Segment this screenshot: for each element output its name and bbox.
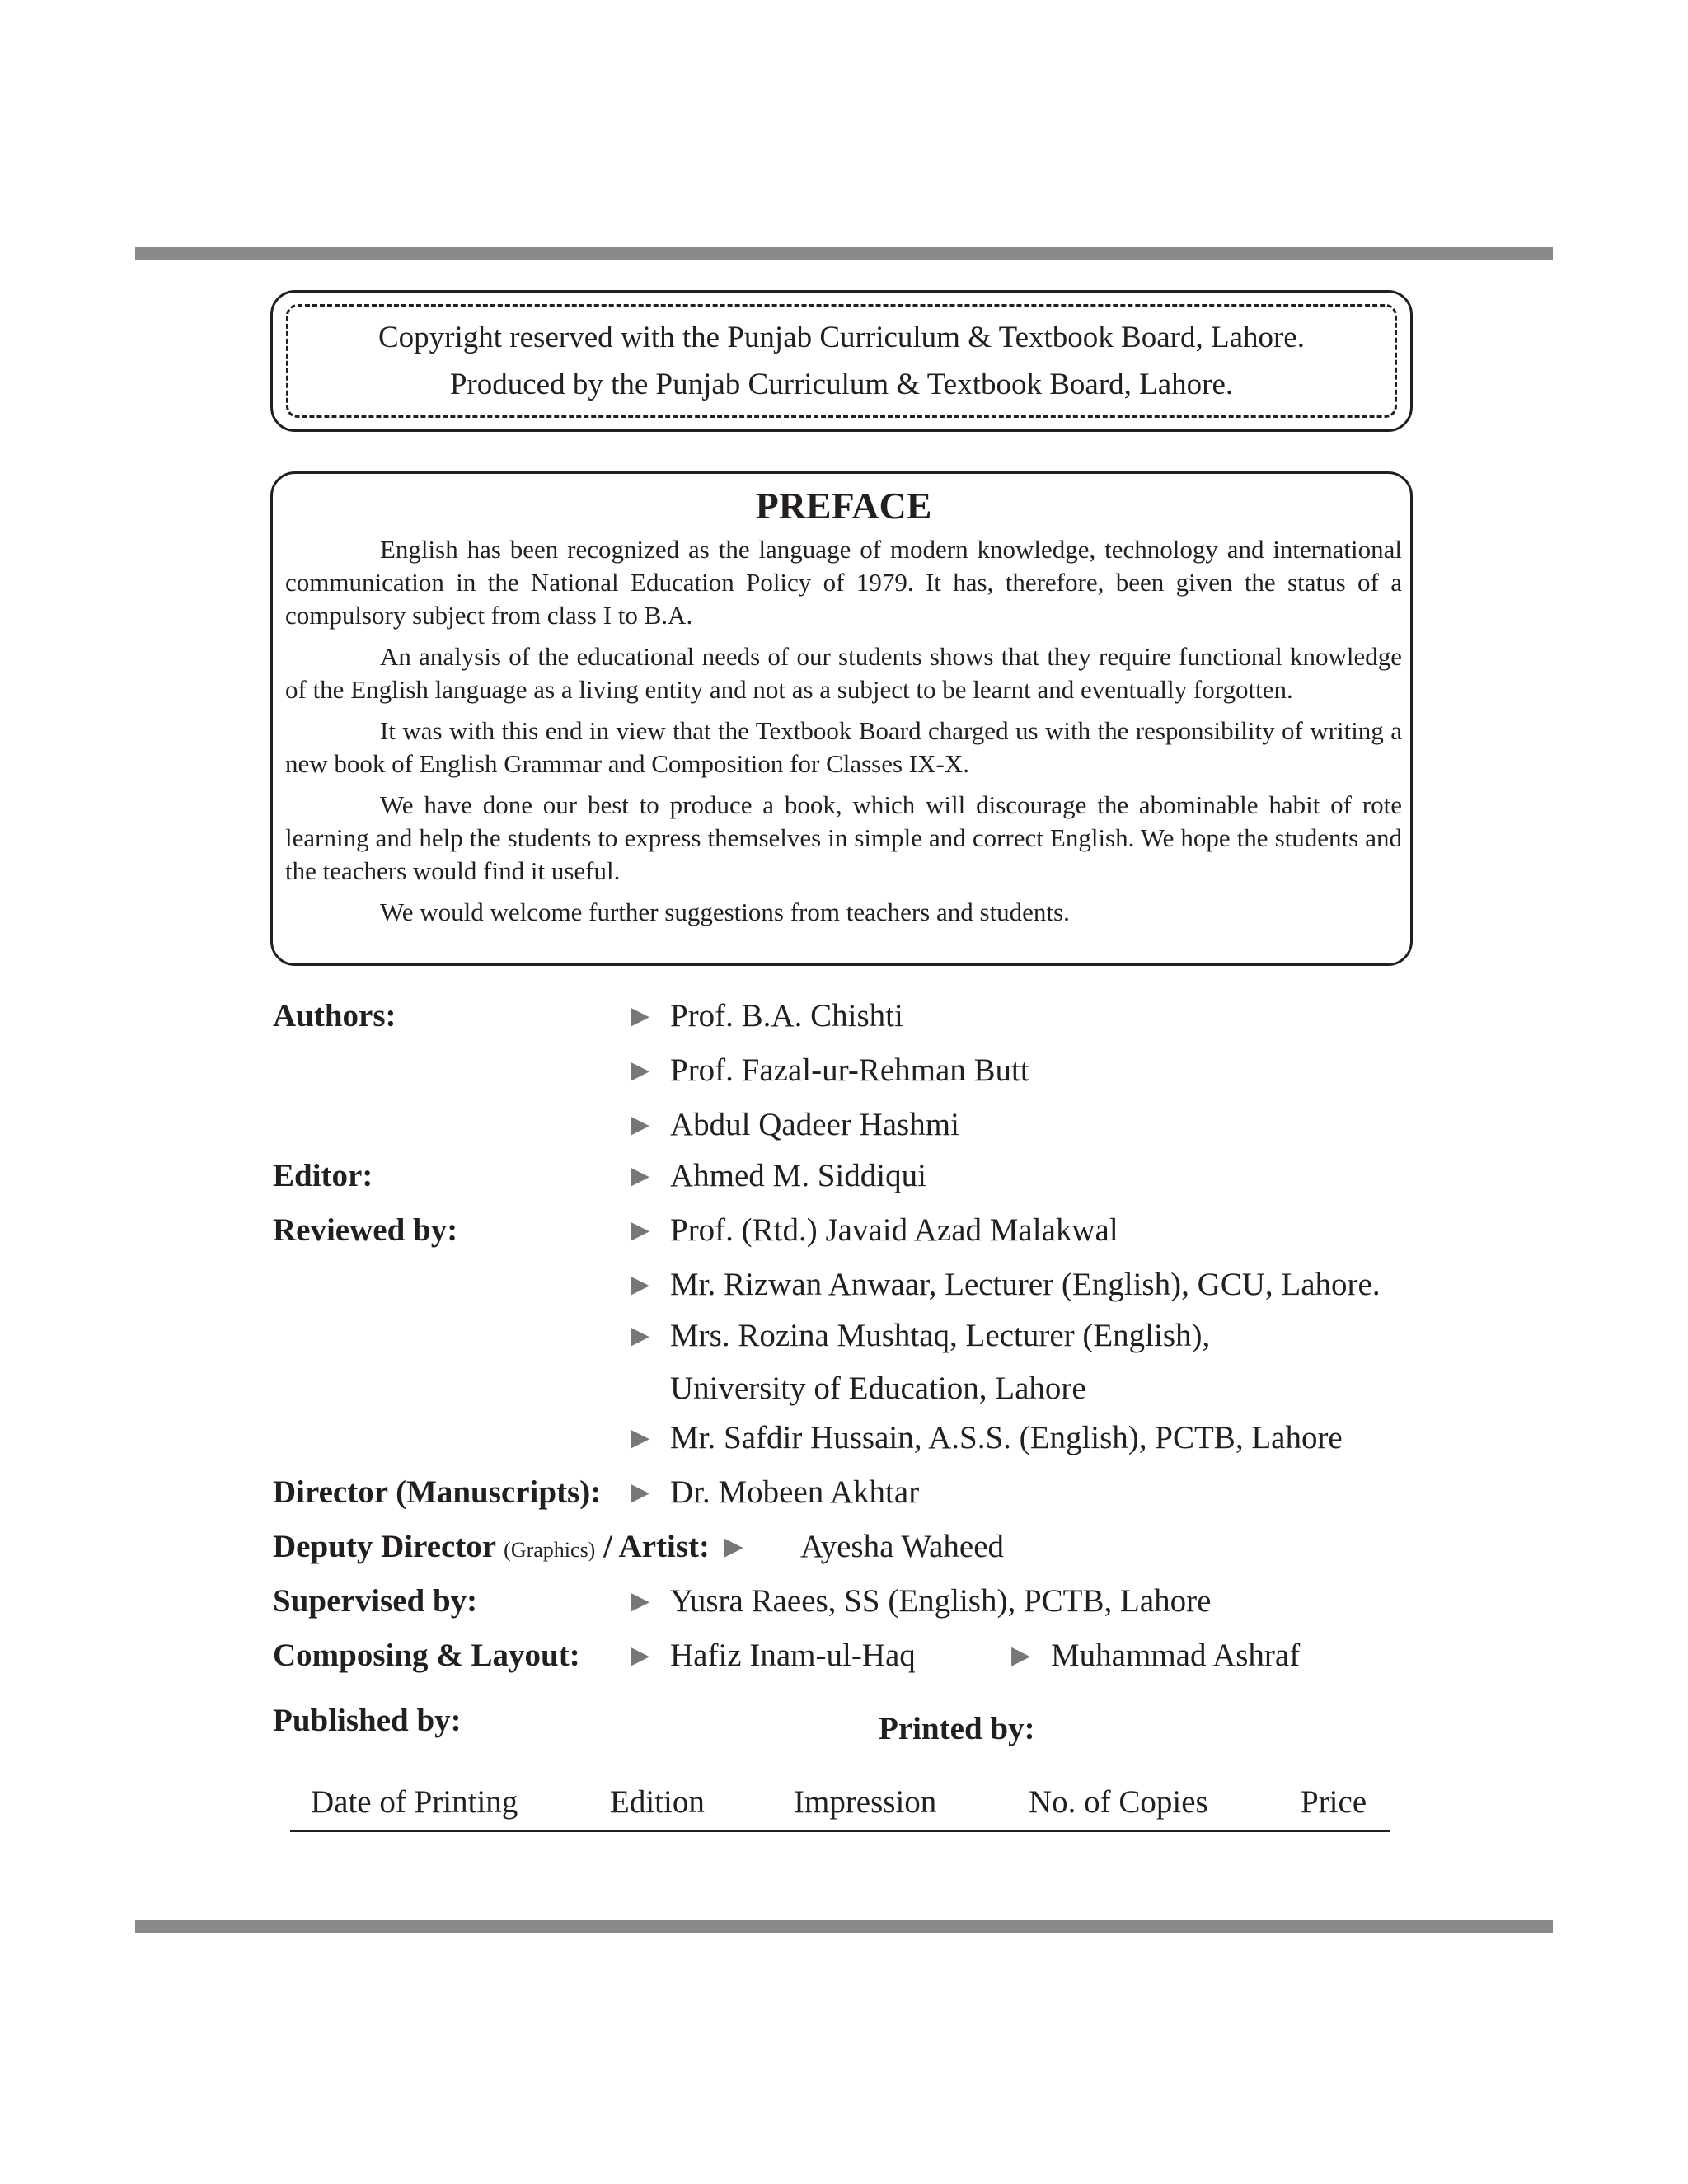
composer-name: Muhammad Ashraf	[1051, 1638, 1301, 1673]
supervised-label: Supervised by:	[273, 1583, 478, 1619]
author-value	[631, 989, 903, 1043]
reviewer-value	[631, 1258, 1381, 1312]
right-triangle-icon: ▶	[631, 1002, 650, 1029]
right-triangle-icon: ▶	[631, 1216, 650, 1244]
impression-header: Impression	[794, 1784, 937, 1820]
credit-row-reviewer	[273, 1411, 1468, 1465]
no-of-copies-header: No. of Copies	[1029, 1784, 1208, 1820]
supervisor-name: Yusra Raees, SS (English), PCTB, Lahore	[670, 1583, 1212, 1619]
reviewed-label: Reviewed by:	[273, 1212, 458, 1248]
reviewer-name: Mrs. Rozina Mushtaq, Lecturer (English),	[670, 1318, 1211, 1353]
credit-row-composing	[273, 1629, 1468, 1683]
preface-box	[270, 471, 1413, 966]
published-by-label: Published by:	[273, 1703, 462, 1738]
supervised-value	[631, 1574, 1211, 1629]
credits-list	[273, 989, 1468, 1683]
credit-row-author	[273, 1043, 1468, 1098]
right-triangle-icon: ▶	[631, 1587, 650, 1615]
reviewer-value	[631, 1411, 1343, 1465]
right-triangle-icon: ▶	[631, 1162, 650, 1189]
author-value	[631, 1043, 1029, 1098]
preface-paragraph: We would welcome further suggestions from teachers and students.	[380, 898, 1070, 926]
credit-row-reviewed	[273, 1203, 1468, 1258]
editor-name: Ahmed M. Siddiqui	[670, 1158, 926, 1193]
director-value	[631, 1465, 919, 1520]
reviewer-value	[631, 1203, 1118, 1258]
right-triangle-icon: ▶	[631, 1057, 650, 1084]
deputy-label	[273, 1520, 743, 1577]
right-triangle-icon: ▶	[631, 1322, 650, 1349]
director-name: Dr. Mobeen Akhtar	[670, 1474, 920, 1510]
author-name: Prof. B.A. Chishti	[670, 998, 903, 1033]
right-triangle-icon: ▶	[1011, 1642, 1031, 1669]
author-value	[631, 1098, 959, 1152]
deputy-label-tail: / Artist:	[603, 1529, 710, 1564]
reviewer-name: Mr. Rizwan Anwaar, Lecturer (English), GCU, Lahore.	[670, 1267, 1381, 1302]
credit-row-editor	[273, 1149, 1468, 1203]
right-triangle-icon: ▶	[631, 1424, 650, 1451]
composing-value-2	[1011, 1629, 1300, 1683]
reviewer-name: Mr. Safdir Hussain, A.S.S. (English), PCTB, Lahore	[670, 1420, 1343, 1455]
right-triangle-icon: ▶	[631, 1271, 650, 1298]
credit-row-authors	[273, 989, 1468, 1043]
credit-row-author	[273, 1098, 1468, 1149]
preface-paragraph: An analysis of the educational needs of our students shows that they require functional knowledge of the English language as a living entity and not as a subject to be learnt and eventually forgotten.	[285, 642, 1402, 704]
date-of-printing-header: Date of Printing	[311, 1784, 518, 1820]
right-triangle-icon: ▶	[631, 1479, 650, 1506]
printed-by-label: Printed by:	[879, 1711, 1035, 1746]
preface-title: PREFACE	[755, 485, 932, 527]
credit-row-reviewer	[273, 1309, 1468, 1411]
reviewer-value	[631, 1309, 1210, 1414]
copyright-line-1: Copyright reserved with the Punjab Curriculum & Textbook Board, Lahore.	[378, 321, 1305, 354]
composing-value	[631, 1629, 916, 1683]
deputy-label-main: Deputy Director	[273, 1529, 496, 1564]
preface-paragraph: We have done our best to produce a book, which will discourage the abominable habit of rote learning and help the students to express themselves in simple and correct English. We hope the students and the teachers would find it useful.	[285, 790, 1402, 885]
publication-row	[273, 1702, 1427, 1751]
preface-paragraph: It was with this end in view that the Textbook Board charged us with the responsibility of writing a new book of English Grammar and Composition for Classes IX-X.	[285, 716, 1402, 778]
credit-row-director	[273, 1465, 1468, 1520]
author-name: Prof. Fazal-ur-Rehman Butt	[670, 1052, 1029, 1088]
copyright-line-2: Produced by the Punjab Curriculum & Textbook Board, Lahore.	[449, 368, 1234, 401]
editor-value	[631, 1149, 926, 1203]
credit-row-reviewer	[273, 1258, 1468, 1309]
deputy-name: Ayesha Waheed	[800, 1529, 1005, 1564]
bottom-rule	[135, 1920, 1553, 1933]
copyright-box	[270, 290, 1413, 432]
composing-label: Composing & Layout:	[273, 1638, 580, 1673]
reviewer-name: Prof. (Rtd.) Javaid Azad Malakwal	[670, 1212, 1118, 1248]
copyright-inner-dashed	[286, 304, 1397, 418]
preface-paragraph: English has been recognized as the language of modern knowledge, technology and international communication in the National Education Policy of 1979. It has, therefore, been given the status of a compulsory subject from class I to B.A.	[285, 535, 1402, 630]
author-name: Abdul Qadeer Hashmi	[670, 1107, 959, 1142]
deputy-label-small: (Graphics)	[504, 1538, 596, 1562]
authors-label: Authors:	[273, 998, 396, 1033]
reviewer-affiliation: University of Education, Lahore	[670, 1371, 1086, 1406]
right-triangle-icon: ▶	[631, 1642, 650, 1669]
edition-header: Edition	[610, 1784, 705, 1820]
credit-row-deputy	[273, 1520, 1468, 1574]
price-header: Price	[1301, 1784, 1367, 1820]
director-label: Director (Manuscripts):	[273, 1474, 602, 1510]
editor-label: Editor:	[273, 1158, 373, 1193]
right-triangle-icon: ▶	[724, 1533, 743, 1560]
credit-row-supervised	[273, 1574, 1468, 1629]
top-rule	[135, 247, 1553, 260]
composer-name: Hafiz Inam-ul-Haq	[670, 1638, 916, 1673]
print-details-table	[290, 1780, 1390, 1832]
right-triangle-icon: ▶	[631, 1111, 650, 1138]
